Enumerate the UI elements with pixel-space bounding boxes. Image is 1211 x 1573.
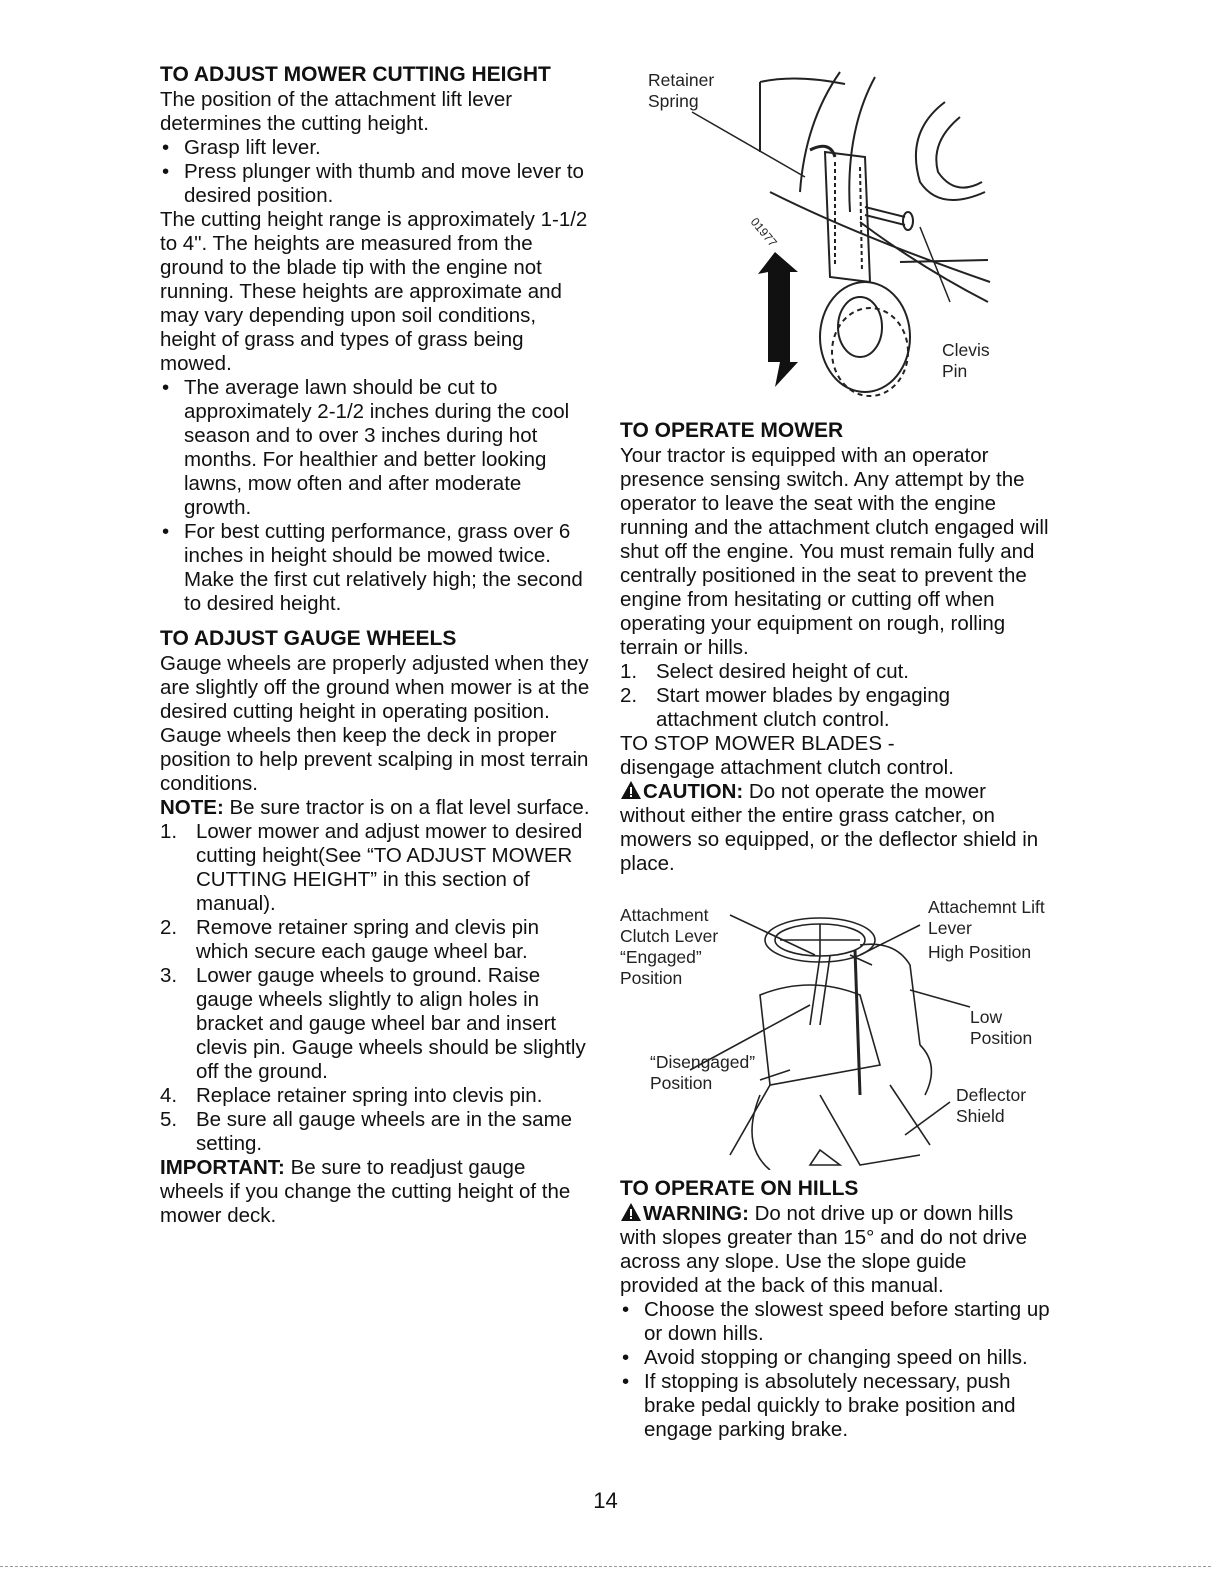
list-item [160,1084,590,1108]
lift-lever-label: Attachemnt Lift Lever [928,897,1045,938]
warning-label: WARNING: [643,1202,749,1225]
step-text: Select desired height of cut. [656,660,909,683]
step-text: Remove retainer spring and clevis pin which secure each gauge wheel bar. [196,916,539,963]
note-label: NOTE: [160,796,224,819]
page-number: 14 [593,1488,618,1513]
caution-note [620,780,1050,876]
step-text: Start mower blades by engaging attachment clutch control. [656,684,951,731]
list-item [620,684,1050,732]
step-number: 2. [620,684,638,707]
right-column-bottom [620,1176,1050,1442]
list-item [160,964,590,1084]
caution-icon [620,780,642,800]
gauge-wheel-figure [620,62,1050,410]
low-position-label: Low Position [970,1007,1033,1048]
caution-label: CAUTION: [643,780,744,803]
list-item: • For best cutting performance, grass over 6 inches in height should be mowed twice. Make the first cut relatively high; the second to desired height. [160,520,590,616]
step-number: 1. [160,820,178,843]
deflector-shield-label: Deflector Shield [956,1085,1027,1126]
step-number: 3. [160,964,178,987]
list-item: • Press plunger with thumb and move lever to desired position. [160,160,590,208]
cutting-height-steps [160,136,590,208]
heading-adjust-gauge-wheels: TO ADJUST GAUGE WHEELS [160,627,457,650]
gauge-wheel-steps [160,820,590,1156]
step-number: 5. [160,1108,178,1131]
warning-icon [620,1202,642,1222]
left-column [160,62,590,1228]
warning-note [620,1202,1050,1298]
cutting-height-tips [160,376,590,616]
important-note [160,1156,590,1228]
list-item: • Grasp lift lever. [160,136,590,160]
step-number: 2. [160,916,178,939]
step-number: 4. [160,1084,178,1107]
list-item [620,660,1050,684]
engaged-position-label: Attachment Clutch Lever “Engaged” Position [620,905,719,988]
list-item: • Avoid stopping or changing speed on hills. [620,1346,1050,1370]
list-item: • If stopping is absolutely necessary, push brake pedal quickly to brake position and engage parking brake. [620,1370,1050,1442]
caution-text: Do not operate the mower without either the entire grass catcher, on mowers so equipped, or the deflector shield in place. [620,780,1039,875]
bottom-divider [0,1566,1211,1567]
operate-mower-steps [620,660,1050,732]
heading-operate-on-hills: TO OPERATE ON HILLS [620,1177,859,1200]
heading-adjust-cutting-height: TO ADJUST MOWER CUTTING HEIGHT [160,63,551,86]
gauge-wheels-intro: Gauge wheels are properly adjusted when they are slightly off the ground when mower is at the desired cutting height in operating position. Gauge wheels then keep the deck in proper position to help prevent scalping in most terrain conditions. [160,652,590,795]
clevis-pin-label: Clevis Pin [942,340,990,381]
note-text: Be sure tractor is on a flat level surface. [223,796,590,819]
step-text: Lower mower and adjust mower to desired cutting height(See “TO ADJUST MOWER CUTTING HEIGHT” in this section of manual). [196,820,583,915]
cutting-height-range: The cutting height range is approximately 1-1/2 to 4". The heights are measured from the ground to the blade tip with the engine not running. These heights are approximate and may vary depending upon soil conditions, height of grass and types of grass being mowed. [160,208,588,375]
list-item: • The average lawn should be cut to approximately 2-1/2 inches during the cool season and to over 3 inches during hot months. For healthier and better looking lawns, mow often and after moderate growth. [160,376,590,520]
high-position-label: High Position [928,942,1032,962]
warning-text: Do not drive up or down hills with slopes greater than 15° and do not drive across any slope. Use the slope guide provided at the back of this manual. [620,1202,1028,1297]
note [160,796,590,820]
stop-blades-line: TO STOP MOWER BLADES - [620,732,895,755]
list-item [160,916,590,964]
retainer-spring-label: Retainer Spring [648,70,715,111]
step-text: Be sure all gauge wheels are in the same setting. [196,1108,573,1155]
step-number: 1. [620,660,638,683]
step-text: Lower gauge wheels to ground. Raise gauge wheels slightly to align holes in bracket and gauge wheel bar and insert clevis pin. Gauge wheels should be slightly off the ground. [196,964,586,1083]
list-item [160,1108,590,1156]
important-text: Be sure to readjust gauge wheels if you change the cutting height of the mower deck. [160,1156,571,1227]
part-number: 01977 [747,214,780,250]
heading-operate-mower: TO OPERATE MOWER [620,419,844,442]
important-label: IMPORTANT: [160,1156,285,1179]
stop-blades-instruction: disengage attachment clutch control. [620,756,954,779]
disengaged-position-label: “Disengaged” Position [650,1052,756,1093]
list-item [160,820,590,916]
right-column-top [620,418,1050,876]
list-item: • Choose the slowest speed before starting up or down hills. [620,1298,1050,1346]
cutting-height-intro: The position of the attachment lift lever determines the cutting height. [160,88,513,135]
tractor-controls-figure [620,895,1050,1170]
operate-mower-intro: Your tractor is equipped with an operator presence sensing switch. Any attempt by the operator to leave the seat with the engine running and the attachment clutch engaged will shut off the engine. You must remain fully and centrally positioned in the seat to prevent the engine from hesitating or cutting off when operating your equipment on rough, rolling terrain or hills. [620,444,1049,659]
step-text: Replace retainer spring into clevis pin. [196,1084,543,1107]
hills-tips [620,1298,1050,1442]
